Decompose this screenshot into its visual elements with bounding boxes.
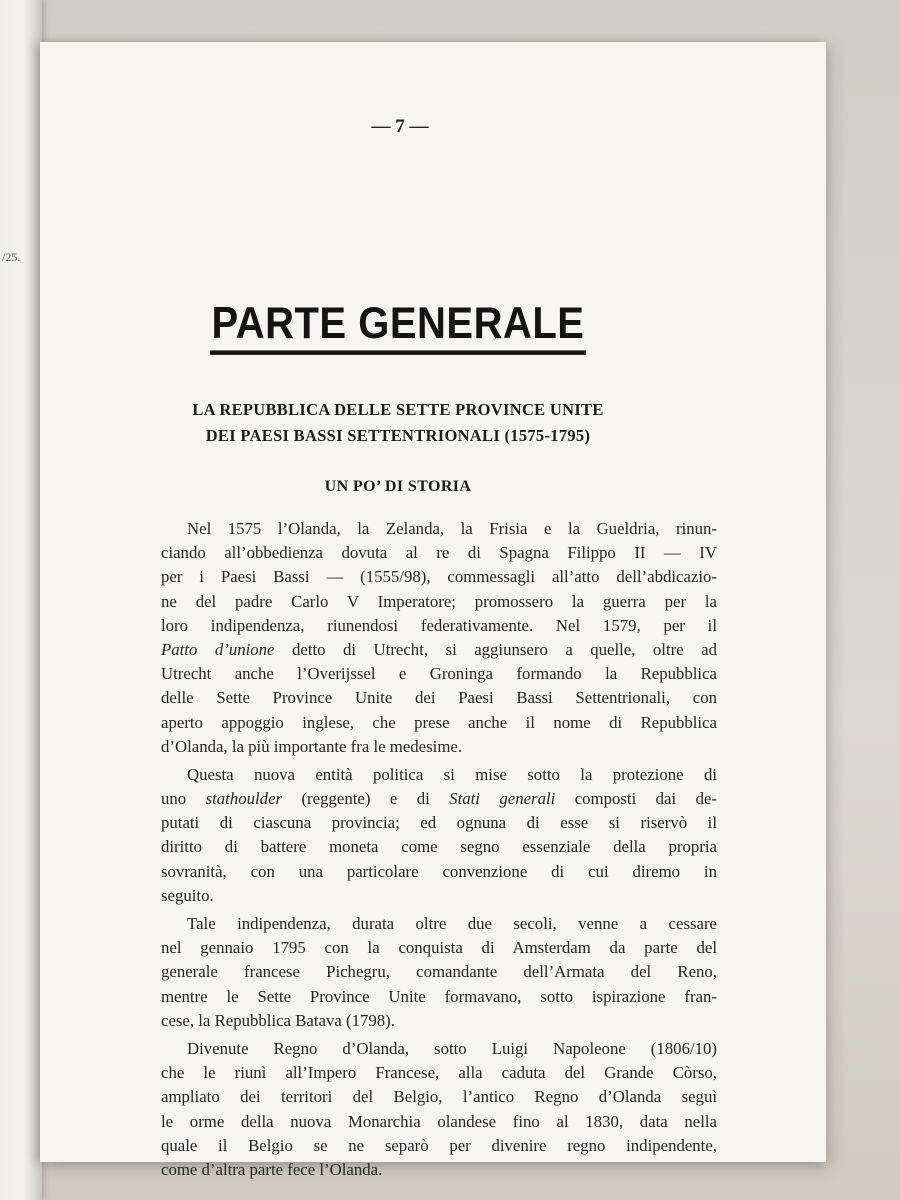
- text-line: [161, 1134, 717, 1158]
- text-run: ampliato dei territori del Belgio, l’antico Regno d’Olanda seguì: [161, 1087, 717, 1107]
- text-line: [161, 686, 717, 710]
- text-run: sovranità, con una particolare convenzione di cui diremo in: [161, 861, 717, 881]
- text-run: Divenute Regno d’Olanda, sotto Luigi Napoleone (1806/10): [187, 1038, 717, 1058]
- page-title: [40, 298, 756, 352]
- text-line: [161, 517, 717, 541]
- text-run: uno: [161, 789, 206, 809]
- text-run: che le riunì all’Impero Francese, alla caduta del Grande Còrso,: [161, 1063, 717, 1083]
- text-run: loro indipendenza, riunendosi federativamente. Nel 1579, per il: [161, 615, 717, 635]
- text-line: [161, 936, 717, 960]
- subtitle-line-2: DEI PAESI BASSI SETTENTRIONALI (1575-1795): [205, 426, 591, 445]
- text-line: [161, 638, 717, 662]
- text-line: [161, 1037, 717, 1061]
- text-line: [161, 1110, 717, 1134]
- paragraph: [161, 912, 717, 1033]
- text-run: per i Paesi Bassi — (1555/98), commessagli all’atto dell’abdicazio-: [161, 567, 717, 587]
- italic-text: Patto d’unione: [161, 639, 275, 659]
- text-line: [161, 763, 717, 787]
- text-line: [161, 960, 717, 984]
- text-run: nel gennaio 1795 con la conquista di Amsterdam da parte del: [161, 938, 717, 958]
- text-line: [161, 711, 717, 735]
- section-heading: UN PO’ DI STORIA: [324, 478, 472, 495]
- text-line: [161, 1061, 717, 1085]
- text-run: seguito.: [161, 885, 214, 905]
- text-run: le orme della nuova Monarchia olandese fino al 1830, data nella: [161, 1111, 717, 1131]
- text-run: composti dai de-: [555, 789, 718, 809]
- text-run: ciando all’obbedienza dovuta al re di Spagna Filippo II — IV: [161, 543, 717, 563]
- italic-text: stathoulder: [205, 789, 283, 809]
- text-line: [161, 985, 717, 1009]
- text-run: come d’altra parte fece l’Olanda.: [161, 1159, 383, 1179]
- left-page-mark: /25.: [2, 250, 21, 264]
- text-line: [161, 662, 717, 686]
- text-run: quale il Belgio se ne separò per divenire regno indipendente,: [161, 1135, 717, 1155]
- body-text: [161, 517, 717, 1186]
- text-run: diritto di battere moneta come segno essenziale della propria: [161, 837, 717, 857]
- text-line: [161, 860, 717, 884]
- subtitle-line-1: LA REPUBBLICA DELLE SETTE PROVINCE UNITE: [192, 400, 604, 419]
- text-run: d’Olanda, la più importante fra le medesime.: [161, 736, 463, 756]
- text-line: [161, 735, 717, 759]
- text-line: [161, 811, 717, 835]
- text-line: [161, 1009, 717, 1033]
- page-title-text: PARTE GENERALE: [210, 301, 587, 355]
- page-number: — 7 —: [371, 116, 429, 137]
- text-line: [161, 565, 717, 589]
- text-run: delle Sette Province Unite dei Paesi Bassi Settentrionali, con: [161, 688, 717, 708]
- text-run: putati di ciascuna provincia; ed ognuna di esse si riservò il: [161, 813, 717, 833]
- text-line: [161, 541, 717, 565]
- paragraph: [161, 517, 717, 759]
- text-line: [161, 1085, 717, 1109]
- text-run: detto di Utrecht, si aggiunsero a quelle, oltre ad: [274, 639, 717, 659]
- text-line: [161, 614, 717, 638]
- left-page-edge: [0, 0, 42, 1200]
- text-run: aperto appoggio inglese, che prese anche il nome di Repubblica: [161, 712, 717, 732]
- text-line: [161, 787, 717, 811]
- text-run: (reggente) e di: [282, 789, 450, 809]
- text-run: generale francese Pichegru, comandante dell’Armata del Reno,: [161, 962, 717, 982]
- text-line: [161, 835, 717, 859]
- text-run: ne del padre Carlo V Imperatore; promossero la guerra per la: [161, 591, 717, 611]
- italic-text: Stati generali: [449, 789, 556, 809]
- text-run: Questa nuova entità politica si mise sotto la protezione di: [187, 764, 717, 784]
- text-run: cese, la Repubblica Batava (1798).: [161, 1010, 395, 1030]
- book-page: [40, 42, 826, 1179]
- text-line: [161, 884, 717, 908]
- text-run: Nel 1575 l’Olanda, la Zelanda, la Frisia e la Gueldria, rinun-: [187, 519, 717, 538]
- text-run: Tale indipendenza, durata oltre due secoli, venne a cessare: [187, 914, 717, 933]
- text-run: Utrecht anche l’Overijssel e Groninga formando la Repubblica: [161, 664, 717, 684]
- text-line: [161, 912, 717, 936]
- text-line: [161, 590, 717, 614]
- paragraph: [161, 1037, 717, 1182]
- paragraph: [161, 763, 717, 908]
- text-line: [161, 1158, 717, 1182]
- text-run: mentre le Sette Province Unite formavano, sotto ispirazione fran-: [161, 986, 717, 1006]
